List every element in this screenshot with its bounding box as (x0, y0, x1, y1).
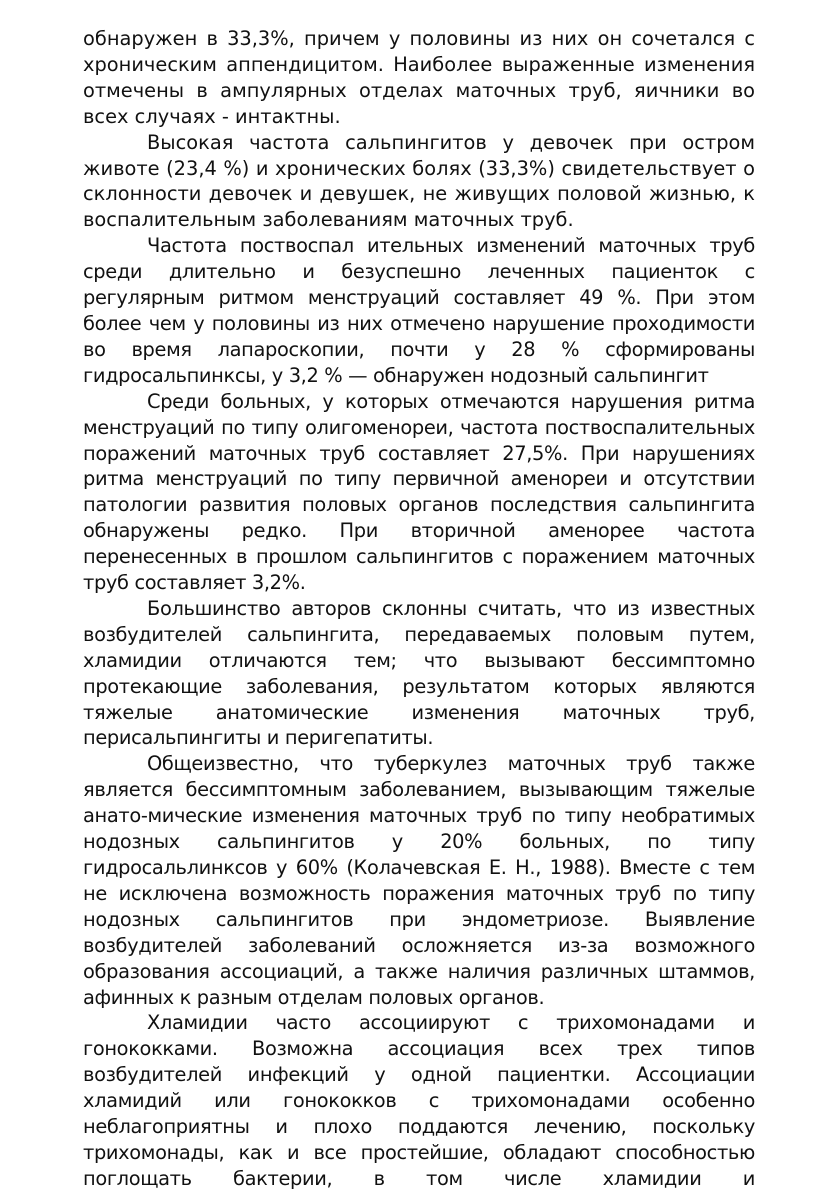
paragraph-5: Большинство авторов склонны считать, что из известных возбудителей сальпингита, передаваемых половым путем, хламидии отличаются тем; что вызывают бессимптомно протекающие заболевания, результатом которых являются тяжелые анатомические изменения маточных труб, перисальпингиты и перигепатиты. (83, 596, 755, 750)
paragraph-6: Общеизвестно, что туберкулез маточных труб также является бессимптомным заболеванием, вызывающим тяжелые анато-мические изменения маточных труб по типу необратимых нодозных сальпингитов у 20% больных, по типу гидросальлинксов у 60% (Колачевская Е. Н., 1988). Вместе с тем не исключена возможность поражения маточных труб по типу нодозных сальпингитов при эндометриозе. Выявление возбудителей заболеваний осложняется из-за возможного образования ассоциаций, а также наличия различных штаммов, афинных к разным отделам половых органов. (83, 752, 755, 1009)
paragraph-4: Среди больных, у которых отмечаются нарушения ритма менструаций по типу олигоменореи, частота поствоспалительных поражений маточных труб составляет 27,5%. При нарушениях ритма менструаций по типу первичной аменореи и отсутствии патологии развития половых органов последствия сальпингита обнаружены редко. При вторичной аменорее частота перенесенных в прошлом сальпингитов с поражением маточных труб составляет 3,2%. (83, 389, 755, 595)
document-page (83, 26, 755, 1192)
paragraph-1: обнаружен в 33,3%, причем у половины из них он сочетался с хроническим аппендицитом. Наиболее выраженные изменения отмечены в ампулярных отделах маточных труб, яичники во всех случаях - интактны. (83, 27, 755, 128)
paragraph-3: Частота поствоспал ительных изменений маточных труб среди длительно и безуспешно леченных пациенток с регулярным ритмом менструаций составляет 49 %. При этом более чем у половины из них отмечено нарушение проходимости во время лапароскопии, почти у 28 % сформированы гидросальпинксы, у 3,2 % — обнаружен нодозный сальпингит (83, 234, 755, 387)
paragraph-7: Хламидии часто ассоциируют с трихомонадами и гонококками. Возможна ассоциация всех трех типов возбудителей инфекций у одной пациентки. Ассоциации хламидий или гонококков с трихомонадами особенно неблагоприятны и плохо поддаются лечению, поскольку трихомонады, как и все простейшие, обладают способностью поглощать бактерии, в том числе хламидии и (83, 1011, 755, 1190)
paragraph-2: Высокая частота сальпингитов у девочек при остром животе (23,4 %) и хронических болях (33,3%) свидетельствует о склонности девочек и девушек, не живущих половой жизнью, к воспалительным заболеваниям маточных труб. (83, 130, 755, 232)
